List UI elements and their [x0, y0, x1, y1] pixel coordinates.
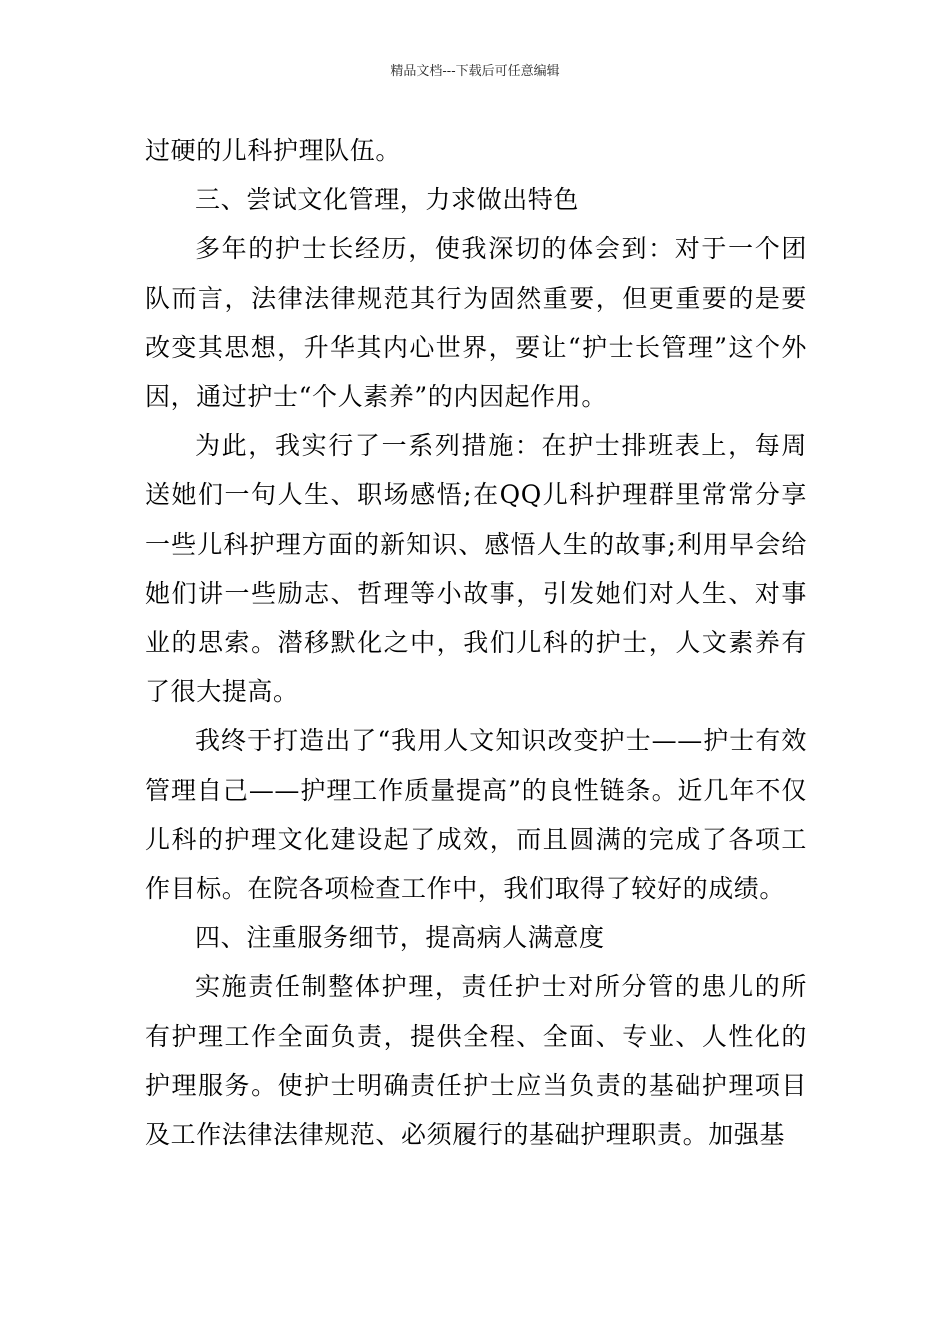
paragraph-5: 实施责任制整体护理，责任护士对所分管的患儿的所有护理工作全面负责，提供全程、全面、专业、人性化的护理服务。使护士明确责任护士应当负责的基础护理项目及工作法律法律规范、必须履行的基础护理职责。加强基	[145, 972, 807, 1150]
section-heading-4: 四、注重服务细节，提高病人满意度	[195, 923, 605, 953]
section-heading-3: 三、尝试文化管理，力求做出特色	[195, 185, 580, 215]
document-body	[145, 126, 807, 1159]
paragraph-4: 我终于打造出了“我用人文知识改变护士——护士有效管理自己——护理工作质量提高”的良性链条。近几年不仅儿科的护理文化建设起了成效，而且圆满的完成了各项工作目标。在院各项检查工作中，我们取得了较好的成绩。	[145, 726, 807, 904]
page-header: 精品文档---下载后可任意编辑	[390, 64, 560, 79]
paragraph-1: 过硬的儿科护理队伍。	[145, 136, 402, 165]
paragraph-2: 多年的护士长经历，使我深切的体会到：对于一个团队而言，法律法律规范其行为固然重要，但更重要的是要改变其思想，升华其内心世界，要让“护士长管理”这个外因，通过护士“个人素养”的内因起作用。	[145, 234, 807, 412]
paragraph-3: 为此，我实行了一系列措施：在护士排班表上，每周送她们一句人生、职场感悟;在QQ儿科护理群里常常分享一些儿科护理方面的新知识、感悟人生的故事;利用早会给她们讲一些励志、哲理等小故事，引发她们对人生、对事业的思索。潜移默化之中，我们儿科的护士，人文素养有了很大提高。	[145, 431, 807, 707]
